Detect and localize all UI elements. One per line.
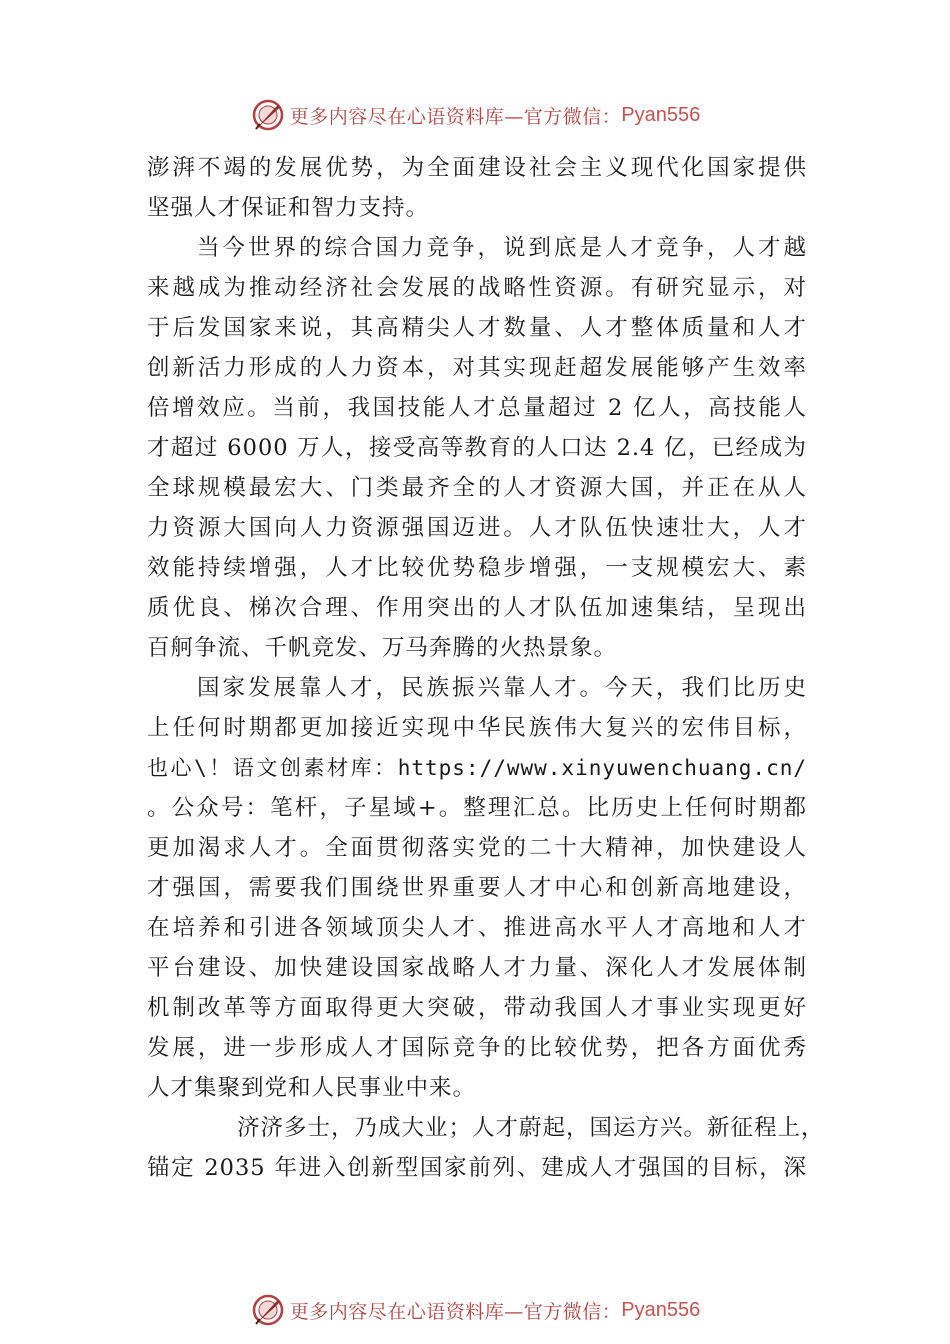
- text-line: 才超过 6000 万人，接受高等教育的人口达 2.4 亿，已经成为: [147, 435, 807, 461]
- wechat-id: Pyan556: [621, 1298, 701, 1321]
- text-line: 上任何时期都更加接近实现中华民族伟大复兴的宏伟目标，: [147, 715, 807, 741]
- header-banner: [0, 95, 950, 135]
- text-line: 发展，进一步形成人才国际竞争的比较优势，把各方面优秀: [147, 1035, 807, 1061]
- text-line: 才强国，需要我们围绕世界重要人才中心和创新高地建设，: [147, 875, 807, 901]
- text-line: 人才集聚到党和人民事业中来。: [147, 1075, 477, 1101]
- banner-text: 更多内容尽在心语资料库—官方微信：: [289, 1300, 622, 1323]
- text-line: 百舸争流、千帆竞发、万马奔腾的火热景象。: [147, 635, 618, 661]
- paragraph-start: 当今世界的综合国力竞争，说到底是人才竞争，人才越: [197, 235, 807, 261]
- text-line: 坚强人才保证和智力支持。: [147, 195, 430, 221]
- pen-seal-icon: [250, 1292, 286, 1328]
- text-line: 平台建设、加快建设国家战略人才力量、深化人才发展体制: [147, 955, 807, 981]
- text-line: 创新活力形成的人力资本，对其实现赶超发展能够产生效率: [147, 355, 807, 381]
- article-body: [147, 148, 825, 1188]
- paragraph-start: 济济多士，乃成大业；人才蔚起，国运方兴。新征程上，: [237, 1115, 825, 1141]
- footer-banner: [0, 1290, 950, 1330]
- text-line: 锚定 2035 年进入创新型国家前列、建成人才强国的目标，深: [147, 1155, 807, 1181]
- banner-text: 更多内容尽在心语资料库—官方微信：: [289, 105, 622, 128]
- text-line: 质优良、梯次合理、作用突出的人才队伍加速集结，呈现出: [147, 595, 807, 621]
- text-line: 倍增效应。当前，我国技能人才总量超过 2 亿人，高技能人: [147, 395, 807, 421]
- text-line: 。公众号：笔杆，子星域+。整理汇总。比历史上任何时期都: [147, 795, 807, 821]
- pen-seal-icon: [250, 97, 286, 133]
- text-line: 全球规模最宏大、门类最齐全的人才资源大国，并正在从人: [147, 475, 807, 501]
- text-line: 机制改革等方面取得更大突破，带动我国人才事业实现更好: [147, 995, 807, 1021]
- text-line: 力资源大国向人力资源强国迈进。人才队伍快速壮大，人才: [147, 515, 807, 541]
- text-line: 澎湃不竭的发展优势，为全面建设社会主义现代化国家提供: [147, 155, 807, 181]
- text-line: 更加渴求人才。全面贯彻落实党的二十大精神，加快建设人: [147, 835, 807, 861]
- paragraph-start: 国家发展靠人才，民族振兴靠人才。今天，我们比历史: [197, 675, 807, 701]
- text-line: 效能持续增强，人才比较优势稳步增强，一支规模宏大、素: [147, 555, 807, 581]
- text-line: 在培养和引进各领域顶尖人才、推进高水平人才高地和人才: [147, 915, 807, 941]
- wechat-id: Pyan556: [621, 103, 701, 126]
- text-line: 于后发国家来说，其高精尖人才数量、人才整体质量和人才: [147, 315, 807, 341]
- watermark-line: 也心\！语文创素材库：https://www.xinyuwenchuang.cn/: [147, 756, 807, 780]
- text-line: 来越成为推动经济社会发展的战略性资源。有研究显示，对: [147, 275, 807, 301]
